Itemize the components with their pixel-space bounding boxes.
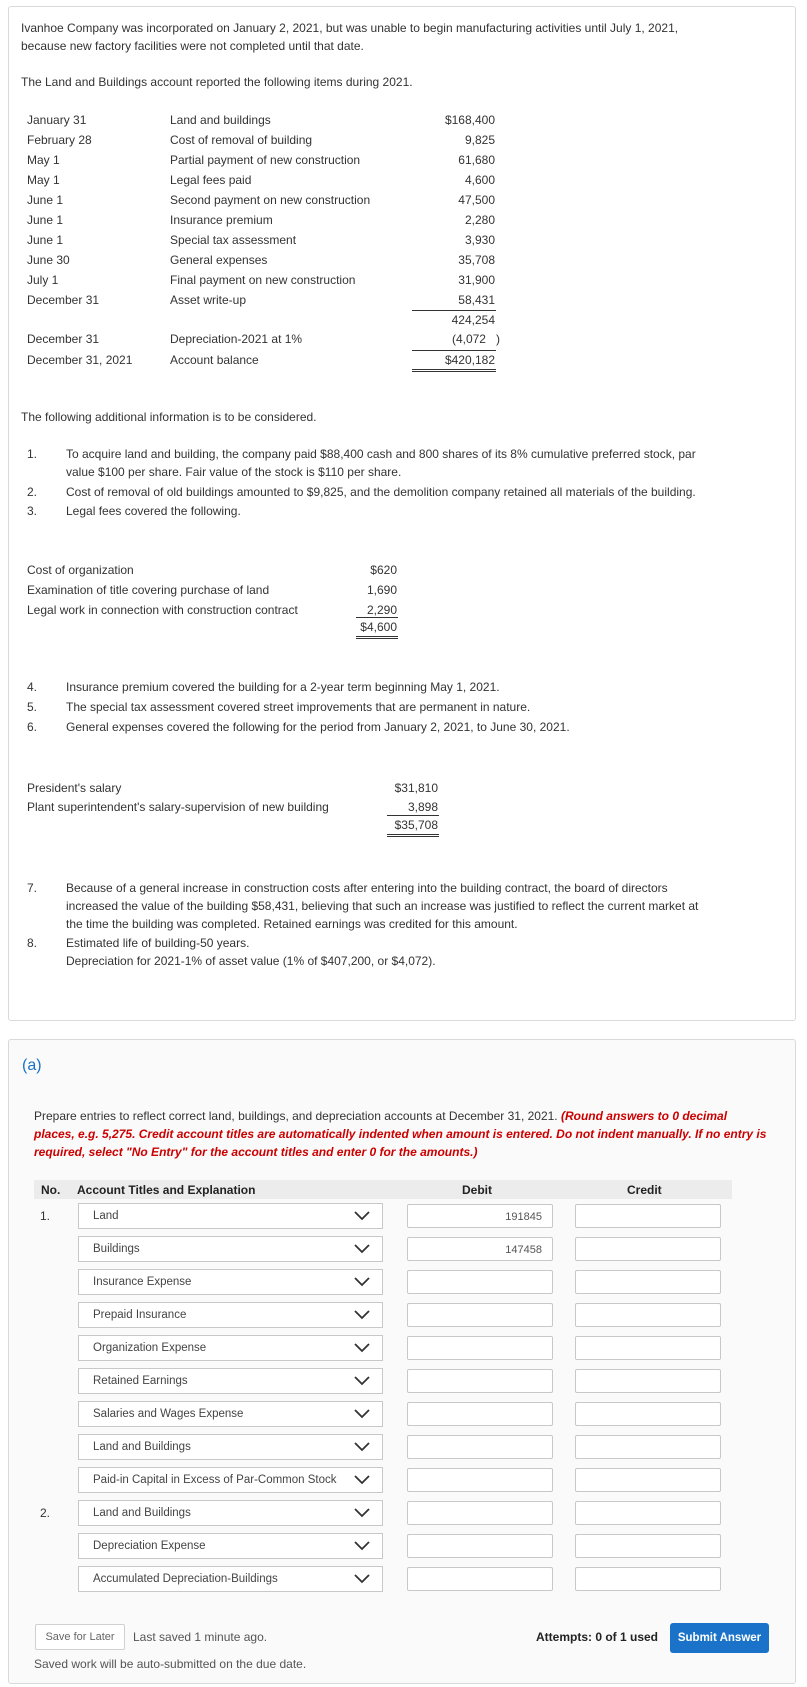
ledger-date: June 30 xyxy=(27,253,70,267)
ledger-date: June 1 xyxy=(27,213,64,227)
ledger-description: Partial payment of new construction xyxy=(170,153,361,167)
item-8-text-a: Estimated life of building-50 years. xyxy=(66,936,250,950)
chevron-down-icon[interactable] xyxy=(352,1407,372,1421)
header-credit: Credit xyxy=(627,1183,662,1197)
legal-total: $4,600 xyxy=(360,620,397,634)
account-title-select[interactable]: Prepaid Insurance xyxy=(78,1302,383,1328)
ledger-date: May 1 xyxy=(27,173,60,187)
item-2-text: Cost of removal of old buildings amounted to $9,825, and the demolition company retained all materials of the building. xyxy=(66,485,696,499)
balance-desc: Account balance xyxy=(170,353,259,367)
account-title-select[interactable]: Accumulated Depreciation-Buildings xyxy=(78,1566,383,1592)
ledger-description: Legal fees paid xyxy=(170,173,252,187)
instructions-line-1: Prepare entries to reflect correct land, buildings, and depreciation accounts at December 31, 2021. (Round answers to 0 decimal xyxy=(34,1109,728,1123)
chevron-down-icon[interactable] xyxy=(352,1308,372,1322)
ledger-amount: 47,500 xyxy=(458,193,495,207)
credit-input[interactable] xyxy=(575,1303,721,1327)
account-title-select[interactable]: Organization Expense xyxy=(78,1335,383,1361)
intro-line-1: Ivanhoe Company was incorporated on January 2, 2021, but was unable to begin manufacturing activities until July 1, 2021, xyxy=(21,21,679,35)
credit-input[interactable] xyxy=(575,1567,721,1591)
ledger-subtotal: 424,254 xyxy=(451,313,495,327)
item-1-text-b: value $100 per share. Fair value of the stock is $110 per share. xyxy=(66,465,402,479)
ledger-amount: 4,600 xyxy=(464,173,495,187)
credit-input[interactable] xyxy=(575,1534,721,1558)
item-6-text: General expenses covered the following for the period from January 2, 2021, to June 30, 2021. xyxy=(66,720,570,734)
account-title-select[interactable]: Depreciation Expense xyxy=(78,1533,383,1559)
attempts-text: Attempts: 0 of 1 used xyxy=(536,1630,659,1644)
part-a-label: (a) xyxy=(22,1057,42,1074)
debit-input[interactable] xyxy=(407,1468,553,1492)
instructions-line-3: required, select "No Entry" for the account titles and enter 0 for the amounts.) xyxy=(34,1145,478,1159)
general-expense-amount: 3,898 xyxy=(407,800,438,814)
chevron-down-icon[interactable] xyxy=(352,1572,372,1586)
header-no: No. xyxy=(41,1183,61,1197)
general-expense-label: President's salary xyxy=(27,781,122,795)
general-underline xyxy=(387,815,439,816)
balance-double-underline xyxy=(412,369,496,372)
ledger-description: Insurance premium xyxy=(170,213,273,227)
entry-number: 2. xyxy=(40,1506,51,1520)
ledger-amount: 3,930 xyxy=(464,233,495,247)
item-7-text-a: Because of a general increase in construction costs after entering into the building contract, the board of directors xyxy=(66,881,668,895)
credit-input[interactable] xyxy=(575,1435,721,1459)
ledger-description: Cost of removal of building xyxy=(170,133,313,147)
ledger-date: May 1 xyxy=(27,153,60,167)
dep-underline xyxy=(412,350,496,351)
ledger-date: January 31 xyxy=(27,113,87,127)
debit-input[interactable] xyxy=(407,1336,553,1360)
item-8-text-b: Depreciation for 2021-1% of asset value (1% of $407,200, or $4,072). xyxy=(66,954,436,968)
item-3-text: Legal fees covered the following. xyxy=(66,504,241,518)
item-4-num: 4. xyxy=(27,680,38,694)
credit-input[interactable] xyxy=(575,1468,721,1492)
debit-input[interactable] xyxy=(407,1534,553,1558)
chevron-down-icon[interactable] xyxy=(352,1539,372,1553)
auto-submit-text: Saved work will be auto-submitted on the due date. xyxy=(34,1657,307,1671)
debit-input[interactable] xyxy=(407,1303,553,1327)
legal-fee-label: Legal work in connection with construction contract xyxy=(27,603,298,617)
ledger-amount: 2,280 xyxy=(464,213,495,227)
dep-date: December 31 xyxy=(27,332,100,346)
ledger-date: June 1 xyxy=(27,193,64,207)
debit-input[interactable] xyxy=(407,1369,553,1393)
ledger-date: June 1 xyxy=(27,233,64,247)
chevron-down-icon[interactable] xyxy=(352,1341,372,1355)
item-3-num: 3. xyxy=(27,504,38,518)
item-8-num: 8. xyxy=(27,936,38,950)
entry-number: 1. xyxy=(40,1209,51,1223)
ledger-description: General expenses xyxy=(170,253,268,267)
debit-input[interactable]: 147458 xyxy=(407,1237,553,1261)
item-5-num: 5. xyxy=(27,700,38,714)
debit-input[interactable] xyxy=(407,1501,553,1525)
chevron-down-icon[interactable] xyxy=(352,1275,372,1289)
legal-fee-amount: $620 xyxy=(370,563,397,577)
credit-input[interactable] xyxy=(575,1270,721,1294)
debit-input[interactable] xyxy=(407,1402,553,1426)
save-for-later-button[interactable]: Save for Later xyxy=(35,1624,125,1650)
chevron-down-icon[interactable] xyxy=(352,1506,372,1520)
item-6-num: 6. xyxy=(27,720,38,734)
ledger-date: July 1 xyxy=(27,273,59,287)
intro-line-3: The Land and Buildings account reported the following items during 2021. xyxy=(21,75,413,89)
ledger-amount: 61,680 xyxy=(458,153,495,167)
legal-double-underline xyxy=(356,636,398,639)
account-title-select[interactable]: Insurance Expense xyxy=(78,1269,383,1295)
chevron-down-icon[interactable] xyxy=(352,1374,372,1388)
legal-fee-amount: 2,290 xyxy=(366,603,397,617)
additional-heading: The following additional information is to be considered. xyxy=(21,410,317,424)
ledger-description: Special tax assessment xyxy=(170,233,297,247)
account-title-select[interactable]: Retained Earnings xyxy=(78,1368,383,1394)
item-4-text: Insurance premium covered the building for a 2-year term beginning May 1, 2021. xyxy=(66,680,500,694)
item-7-text-b: increased the value of the building $58,431, believing that such an increase was justified to reflect the current market at xyxy=(66,899,699,913)
general-double-underline xyxy=(387,834,439,837)
general-expense-label: Plant superintendent's salary-supervision of new building xyxy=(27,800,329,814)
general-expense-amount: $31,810 xyxy=(394,781,438,795)
legal-fee-label: Examination of title covering purchase of land xyxy=(27,583,270,597)
debit-input[interactable] xyxy=(407,1435,553,1459)
item-1-text-a: To acquire land and building, the company paid $88,400 cash and 800 shares of its 8% cumulative preferred stock, par xyxy=(66,447,696,461)
credit-input[interactable] xyxy=(575,1369,721,1393)
ledger-description: Final payment on new construction xyxy=(170,273,356,287)
instructions-line-2: places, e.g. 5,275. Credit account titles are automatically indented when amount is entered. Do not indent manually. If no entry is xyxy=(34,1127,767,1141)
credit-input[interactable] xyxy=(575,1336,721,1360)
debit-input[interactable] xyxy=(407,1270,553,1294)
dep-desc: Depreciation-2021 at 1% xyxy=(170,332,303,346)
ledger-description: Second payment on new construction xyxy=(170,193,371,207)
account-title-select[interactable]: Buildings xyxy=(78,1236,383,1262)
chevron-down-icon[interactable] xyxy=(352,1209,372,1223)
item-1-num: 1. xyxy=(27,447,38,461)
legal-fee-label: Cost of organization xyxy=(27,563,134,577)
credit-input[interactable] xyxy=(575,1204,721,1228)
ledger-description: Land and buildings xyxy=(170,113,271,127)
item-7-text-c: the time the building was completed. Retained earnings was credited for this amount. xyxy=(66,917,518,931)
account-title-select[interactable]: Land and Buildings xyxy=(78,1500,383,1526)
legal-fee-amount: 1,690 xyxy=(366,583,397,597)
debit-input[interactable] xyxy=(407,1567,553,1591)
item-2-num: 2. xyxy=(27,485,38,499)
ledger-amount: 58,431 xyxy=(458,293,495,307)
intro-line-2: because new factory facilities were not completed until that date. xyxy=(21,39,364,53)
chevron-down-icon[interactable] xyxy=(352,1473,372,1487)
account-title-select[interactable]: Paid-in Capital in Excess of Par-Common Stock xyxy=(78,1467,383,1493)
ledger-amount: $168,400 xyxy=(444,113,495,127)
ledger-date: December 31 xyxy=(27,293,100,307)
account-title-select[interactable]: Land and Buildings xyxy=(78,1434,383,1460)
account-title-select[interactable]: Land xyxy=(78,1203,383,1229)
ledger-underline xyxy=(412,310,496,311)
last-saved-text: Last saved 1 minute ago. xyxy=(133,1630,268,1644)
credit-input[interactable] xyxy=(575,1237,721,1261)
debit-input[interactable]: 191845 xyxy=(407,1204,553,1228)
chevron-down-icon[interactable] xyxy=(352,1242,372,1256)
ledger-date: February 28 xyxy=(27,133,92,147)
ledger-description: Asset write-up xyxy=(170,293,247,307)
header-account: Account Titles and Explanation xyxy=(77,1183,256,1197)
ledger-amount: 31,900 xyxy=(458,273,495,287)
credit-input[interactable] xyxy=(575,1501,721,1525)
account-title-select[interactable]: Salaries and Wages Expense xyxy=(78,1401,383,1427)
ledger-amount: 9,825 xyxy=(464,133,495,147)
item-5-text: The special tax assessment covered street improvements that are permanent in nature. xyxy=(66,700,531,714)
item-7-num: 7. xyxy=(27,881,38,895)
balance-date: December 31, 2021 xyxy=(27,353,133,367)
dep-amount: (4,072 ) xyxy=(451,332,500,346)
credit-input[interactable] xyxy=(575,1402,721,1426)
header-debit: Debit xyxy=(462,1183,492,1197)
balance-amount: $420,182 xyxy=(444,353,495,367)
chevron-down-icon[interactable] xyxy=(352,1440,372,1454)
general-total: $35,708 xyxy=(394,818,438,832)
ledger-amount: 35,708 xyxy=(458,253,495,267)
submit-answer-button[interactable]: Submit Answer xyxy=(670,1623,769,1653)
